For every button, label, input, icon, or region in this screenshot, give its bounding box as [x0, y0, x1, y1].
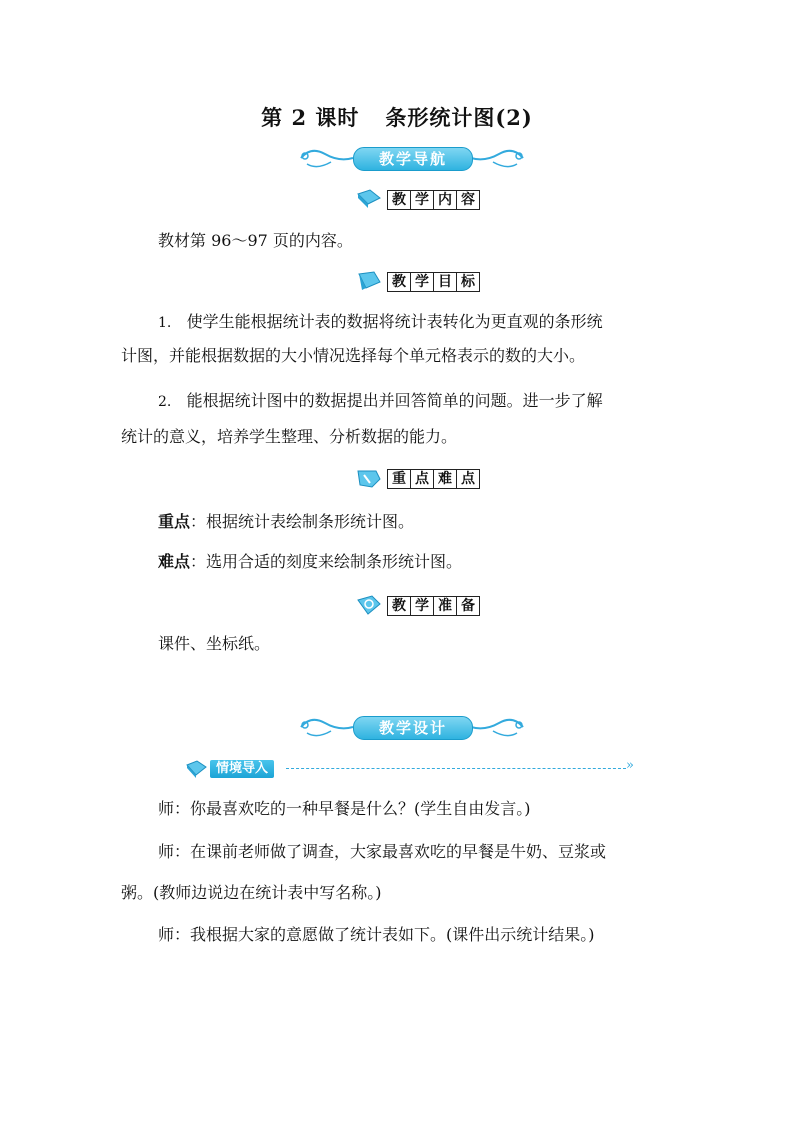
- section-header-goals: [356, 270, 486, 292]
- section-title-boxes: [387, 469, 480, 489]
- goal-1-line-2: 计图，并能根据数据的大小情况选择每个单元格表示的数的大小。: [121, 346, 586, 365]
- difficulty-label: 难点: [158, 552, 191, 571]
- section-char: 学: [411, 273, 434, 291]
- section-char: 教: [388, 191, 411, 209]
- section-char: 标: [461, 274, 475, 290]
- banner-label: 教学设计: [378, 719, 447, 737]
- pen-icon: [356, 467, 382, 489]
- globe-icon: [356, 594, 382, 616]
- content-text: 教材第 96～97 页的内容。: [158, 231, 353, 250]
- key-point-line: [158, 511, 414, 533]
- section-char: 点: [461, 471, 475, 487]
- section-char: 学: [411, 597, 434, 615]
- section-title-boxes: [387, 190, 480, 210]
- dashed-divider: [286, 768, 626, 769]
- section-char: 内: [434, 191, 457, 209]
- banner-label: 教学导航: [378, 150, 447, 168]
- book-icon: [186, 759, 208, 779]
- difficulty-line: [158, 551, 462, 573]
- section-char: 难: [434, 470, 457, 488]
- section-char: 教: [388, 273, 411, 291]
- dialogue-line-1: 师：你最喜欢吃的一种早餐是什么？(学生自由发言。): [158, 799, 531, 818]
- section-char: 教: [388, 597, 411, 615]
- lead-in-tag: 情境导入: [210, 760, 274, 778]
- lesson-topic: 条形统计图(2): [385, 105, 533, 130]
- section-char: 容: [461, 192, 475, 208]
- page-title: [0, 102, 794, 132]
- section-char: 重: [388, 470, 411, 488]
- book-icon: [356, 188, 382, 210]
- lead-in-header: [186, 758, 646, 780]
- section-title-boxes: [387, 272, 480, 292]
- goal-2-line-2: 统计的意义，培养学生整理、分析数据的能力。: [121, 427, 458, 446]
- goal-number: 1.: [158, 315, 172, 331]
- banner-pill: [353, 716, 473, 740]
- difficulty-text: ：选用合适的刻度来绘制条形统计图。: [190, 552, 463, 571]
- section-header-preparation: [356, 594, 486, 616]
- teaching-guide-banner: [297, 142, 527, 174]
- section-char: 学: [411, 191, 434, 209]
- section-header-key-points: [356, 467, 486, 489]
- section-char: 准: [434, 597, 457, 615]
- goal-text: 能根据统计图中的数据提出并回答简单的问题。进一步了解: [186, 391, 603, 410]
- dialogue-line-2-cont: 粥。(教师边说边在统计表中写名称。): [121, 883, 382, 902]
- lesson-number: 第 2 课时: [261, 105, 360, 130]
- dialogue-line-2: 师：在课前老师做了调查，大家最喜欢吃的早餐是牛奶、豆浆或: [158, 842, 607, 861]
- teaching-design-banner: [297, 711, 527, 743]
- section-title-boxes: [387, 596, 480, 616]
- section-char: 目: [434, 273, 457, 291]
- goal-text: 使学生能根据统计表的数据将统计表转化为更直观的条形统: [186, 312, 603, 331]
- key-label: 重点: [158, 512, 191, 531]
- dialogue-line-3: 师：我根据大家的意愿做了统计表如下。(课件出示统计结果。): [158, 925, 595, 944]
- goal-number: 2.: [158, 394, 172, 410]
- goal-1-line-1: [158, 311, 603, 334]
- preparation-text: 课件、坐标纸。: [158, 634, 271, 653]
- double-chevron-icon: »: [626, 758, 634, 773]
- section-char: 点: [411, 470, 434, 488]
- goal-2-line-1: [158, 390, 603, 413]
- section-header-content: [356, 188, 486, 210]
- section-char: 备: [461, 598, 475, 614]
- key-text: ：根据统计表绘制条形统计图。: [190, 512, 415, 531]
- banner-pill: [353, 147, 473, 171]
- flag-icon: [356, 270, 382, 292]
